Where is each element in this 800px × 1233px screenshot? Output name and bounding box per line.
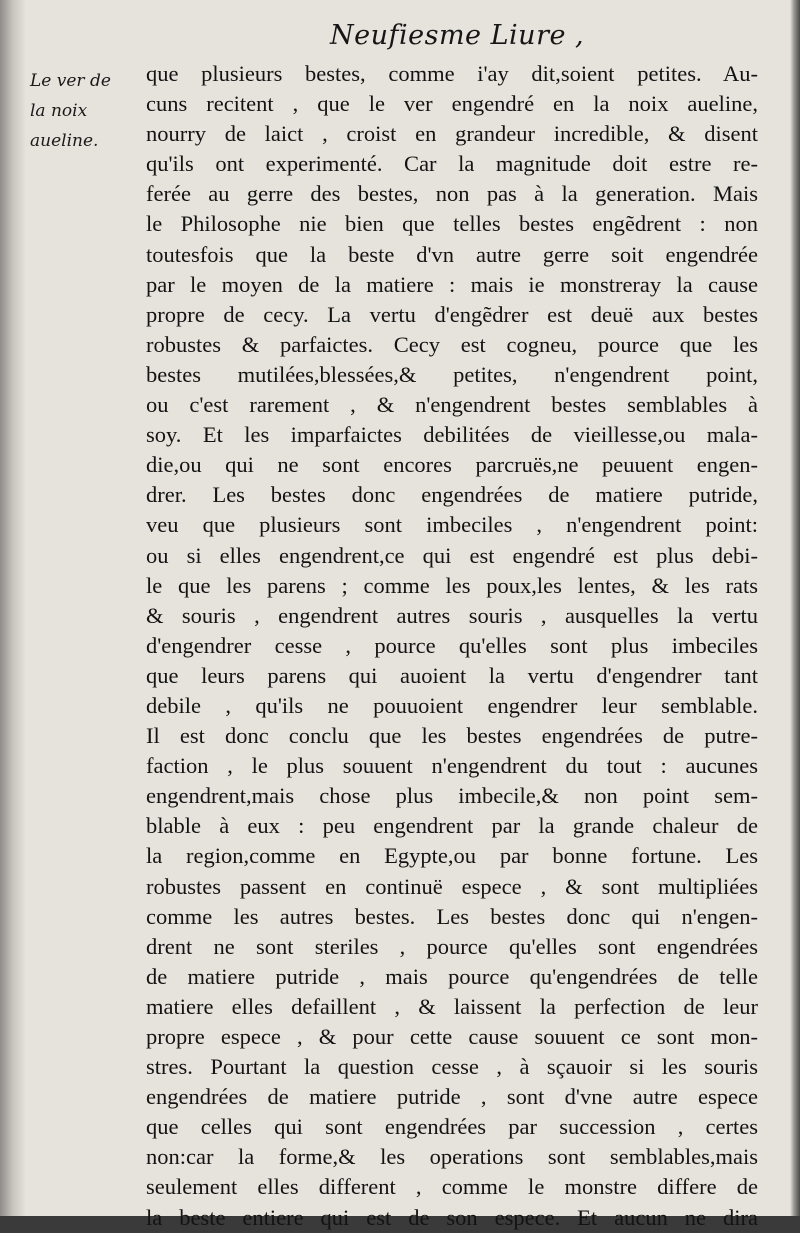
text-line: drer. Les bestes donc engendrées de matiere putride, <box>146 482 758 508</box>
text-line: cuns recitent , que le ver engendré en la noix aueline, <box>146 91 758 117</box>
text-line: propre espece , & pour cette cause souuent ce sont mon- <box>146 1024 758 1049</box>
text-line: que celles qui sont engendrées par succession , certes <box>146 1114 758 1140</box>
page-edge <box>790 0 800 1216</box>
text-line: veu que plusieurs sont imbeciles , n'engendrent point: <box>146 512 758 538</box>
text-line: & souris , engendrent autres souris , ausquelles la vertu <box>146 602 758 628</box>
marginal-note-line: Le ver de <box>30 71 111 91</box>
text-line: la region,comme en Egypte,ou par bonne fortune. Les <box>146 843 758 869</box>
text-line: que leurs parens qui auoient la vertu d'engendrer tant <box>146 662 758 688</box>
text-line: engendrent,mais chose plus imbecile,& non point sem- <box>146 783 758 809</box>
text-line: de matiere putride , mais pource qu'engendrées de telle <box>146 963 758 989</box>
text-line: qu'ils ont experimenté. Car la magnitude doit estre re- <box>146 151 758 177</box>
text-line: engendrées de matiere putride , sont d'vne autre espece <box>146 1084 758 1110</box>
text-line: Il est donc conclu que les bestes engendrées de putre- <box>146 723 758 749</box>
text-line: nourry de laict , croist en grandeur incredible, & disent <box>146 121 758 147</box>
text-line: toutesfois que la beste d'vn autre gerre soit engendrée <box>146 241 758 267</box>
text-line: le Philosophe nie bien que telles bestes engẽdrent : non <box>146 211 758 237</box>
text-line: ferée au gerre des bestes, non pas à la generation. Mais <box>146 181 758 207</box>
text-line: propre de cecy. La vertu d'engẽdrer est deuë aux bestes <box>146 301 758 327</box>
text-line: comme les autres bestes. Les bestes donc qui n'engen- <box>146 903 758 929</box>
text-line: le que les parens ; comme les poux,les lentes, & les rats <box>146 572 758 598</box>
binding-shadow <box>0 0 26 1216</box>
body-text <box>146 59 758 1233</box>
text-line: faction , le plus souuent n'engendrent du tout : aucunes <box>146 753 758 779</box>
text-line: non:car la forme,& les operations sont semblables,mais <box>146 1144 758 1170</box>
marginal-note <box>30 66 138 156</box>
text-line: stres. Pourtant la question cesse , à sçauoir si les souris <box>146 1054 758 1080</box>
marginal-note-line: aueline. <box>30 131 99 151</box>
text-line: par le moyen de la matiere : mais ie monstreray la cause <box>146 271 758 297</box>
text-line: debile , qu'ils ne pouuoient engendrer leur semblable. <box>146 692 758 718</box>
text-line: la beste entiere qui est de son espece. Et aucun ne dira <box>146 1204 758 1230</box>
text-line: ou c'est rarement , & n'engendrent bestes semblables à <box>146 392 758 418</box>
text-line: d'engendrer cesse , pource qu'elles sont plus imbeciles <box>146 632 758 658</box>
running-head: Neufiesme Liure , <box>330 20 585 51</box>
text-line: bestes mutilées,blessées,& petites, n'engendrent point, <box>146 361 758 387</box>
text-line: ou si elles engendrent,ce qui est engendré est plus debi- <box>146 542 758 568</box>
text-line: robustes & parfaictes. Cecy est cogneu, pource que les <box>146 331 758 357</box>
text-line: drent ne sont steriles , pource qu'elles sont engendrées <box>146 933 758 959</box>
text-line: robustes passent en continuë espece , & sont multipliées <box>146 873 758 899</box>
text-line: matiere elles defaillent , & laissent la perfection de leur <box>146 993 758 1019</box>
marginal-note-line: la noix <box>30 101 88 121</box>
text-line: seulement elles different , comme le monstre differe de <box>146 1174 758 1200</box>
text-line: que plusieurs bestes, comme i'ay dit,soient petites. Au- <box>146 61 758 86</box>
text-line: die,ou qui ne sont encores parcruës,ne peuuent engen- <box>146 452 758 478</box>
text-line: blable à eux : peu engendrent par la grande chaleur de <box>146 813 758 839</box>
text-line: soy. Et les imparfaictes debilitées de vieillesse,ou mala- <box>146 422 758 448</box>
